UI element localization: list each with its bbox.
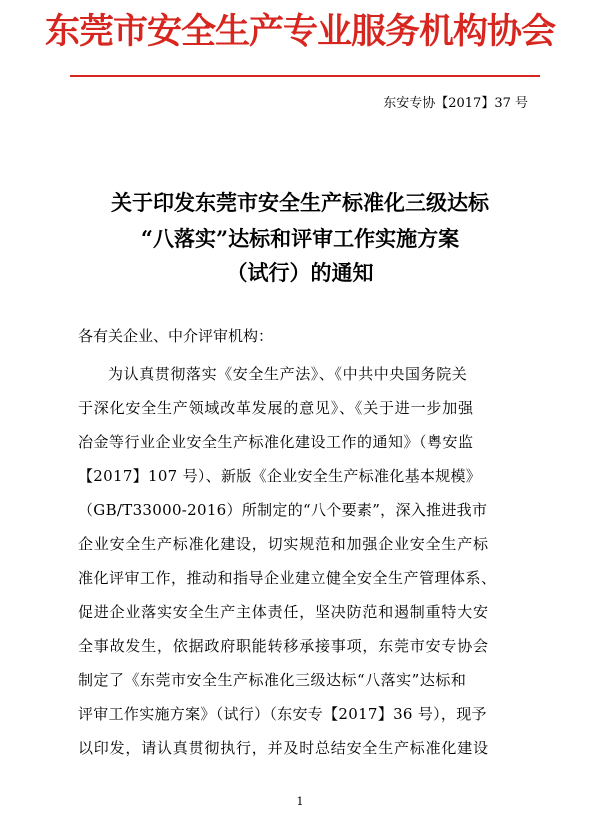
body-line: 【2017】107 号）、新版《企业安全生产标准化基本规模》: [78, 467, 482, 485]
body-line: 制定了《东莞市安全生产标准化三级达标“八落实”达标和: [78, 671, 467, 689]
body-line: 企业安全生产标准化建设，切实规范和加强企业安全生产标: [78, 535, 489, 553]
document-number: 东安专协【2017】37 号: [383, 96, 528, 111]
body-line: 冶金等行业企业安全生产标准化建设工作的通知》（粤安监: [78, 433, 474, 451]
organization-header: 东莞市安全生产专业服务机构协会: [44, 11, 555, 52]
page-number: 1: [296, 795, 304, 808]
body-line: 评审工作实施方案》（试行）（东安专【2017】36 号），现予: [78, 705, 487, 723]
header-divider: [70, 75, 540, 77]
body-line: 准化评审工作，推动和指导企业建立健全安全生产管理体系、: [78, 569, 497, 587]
document-title-line-3: （试行）的通知: [226, 260, 374, 285]
body-line: （GB/T33000-2016）所制定的“八个要素”，深入推进我市: [78, 501, 488, 519]
body-line: 为认真贯彻落实《安全生产法》、《中共中央国务院关: [108, 365, 468, 383]
body-line: 促进企业落实安全生产主体责任，坚决防范和遏制重特大安: [78, 603, 489, 621]
body-line: 于深化安全生产领域改革发展的意见》、《关于进一步加强: [78, 399, 474, 417]
body-line: 以印发，请认真贯彻执行，并及时总结安全生产标准化建设: [78, 739, 489, 757]
salutation: 各有关企业、中介评审机构：: [78, 327, 274, 345]
document-title-line-2: “八落实”达标和评审工作实施方案: [140, 226, 460, 251]
body-line: 全事故发生，依据政府职能转移承接事项，东莞市安专协会: [78, 637, 489, 655]
document-title-line-1: 关于印发东莞市安全生产标准化三级达标: [111, 190, 489, 215]
